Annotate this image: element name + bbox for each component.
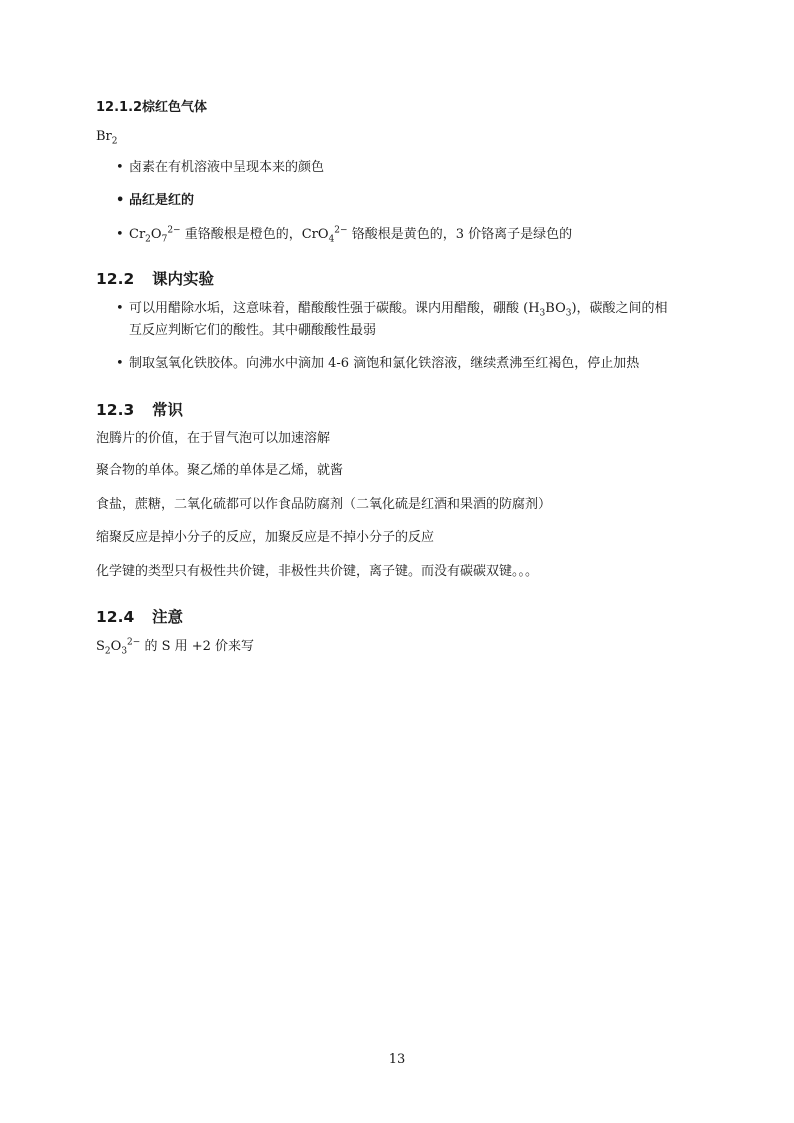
bullet-icon: •	[116, 160, 124, 175]
bullet-icon: •	[116, 301, 124, 316]
section-title: 注意	[152, 608, 184, 626]
page-number: 13	[388, 1052, 406, 1067]
subsection-heading-12-1-2	[96, 96, 207, 115]
section-heading-12-4	[96, 605, 183, 627]
bullet-icon: •	[116, 356, 124, 371]
section-number: 12.3	[96, 401, 135, 419]
section-title: 课内实验	[152, 270, 215, 288]
paragraph: 缩聚反应是掉小分子的反应，加聚反应是不掉小分子的反应	[96, 530, 435, 545]
section-number: 12.2	[96, 270, 135, 288]
subsection-number: 12.1.2	[96, 100, 143, 115]
paragraph: $S_2O_3^{2-}$ 的 S 用 +2 价来写	[96, 637, 255, 657]
section-heading-12-3	[96, 398, 183, 420]
section-heading-12-2	[96, 267, 214, 289]
section-title: 常识	[152, 401, 184, 419]
formula-br2: $Br_2$	[96, 129, 118, 147]
list-item: • $Cr_2O_7^{2-}$ 重铬酸根是橙色的，CrO$_4^{2-}$ 铬酸根是黄色的，3 价铬离子是绿色的	[116, 225, 573, 245]
list-item: • 卤素在有机溶液中呈现本来的颜色	[96, 157, 701, 179]
list-item: • 可以用醋除水垢，这意味着，醋酸酸性强于碳酸。课内用醋酸，硼酸 $(H_3BO_3)$，碳酸之间的相 互反应判断它们的酸性。其中硼酸酸性最弱	[96, 298, 701, 342]
paragraph: 食盐，蔗糖，二氧化硫都可以作食品防腐剂（二氧化硫是红酒和果酒的防腐剂）	[96, 497, 552, 512]
list-item: • 制取氢氧化铁胶体。向沸水中滴加 4-6 滴饱和氯化铁溶液，继续煮沸至红褐色，停止加热	[96, 353, 701, 375]
bullet-icon: •	[116, 227, 124, 242]
paragraph: 泡腾片的价值，在于冒气泡可以加速溶解	[96, 431, 331, 446]
subsection-title: 棕红色气体	[142, 100, 208, 115]
paragraph: 化学键的类型只有极性共价键，非极性共价键，离子键。而没有碳碳双键。。。	[96, 564, 539, 579]
list-item: • 品红是红的	[96, 190, 701, 212]
bullet-icon: •	[116, 193, 125, 208]
paragraph: 聚合物的单体。聚乙烯的单体是乙烯，就酱	[96, 463, 344, 478]
section-number: 12.4	[96, 608, 135, 626]
